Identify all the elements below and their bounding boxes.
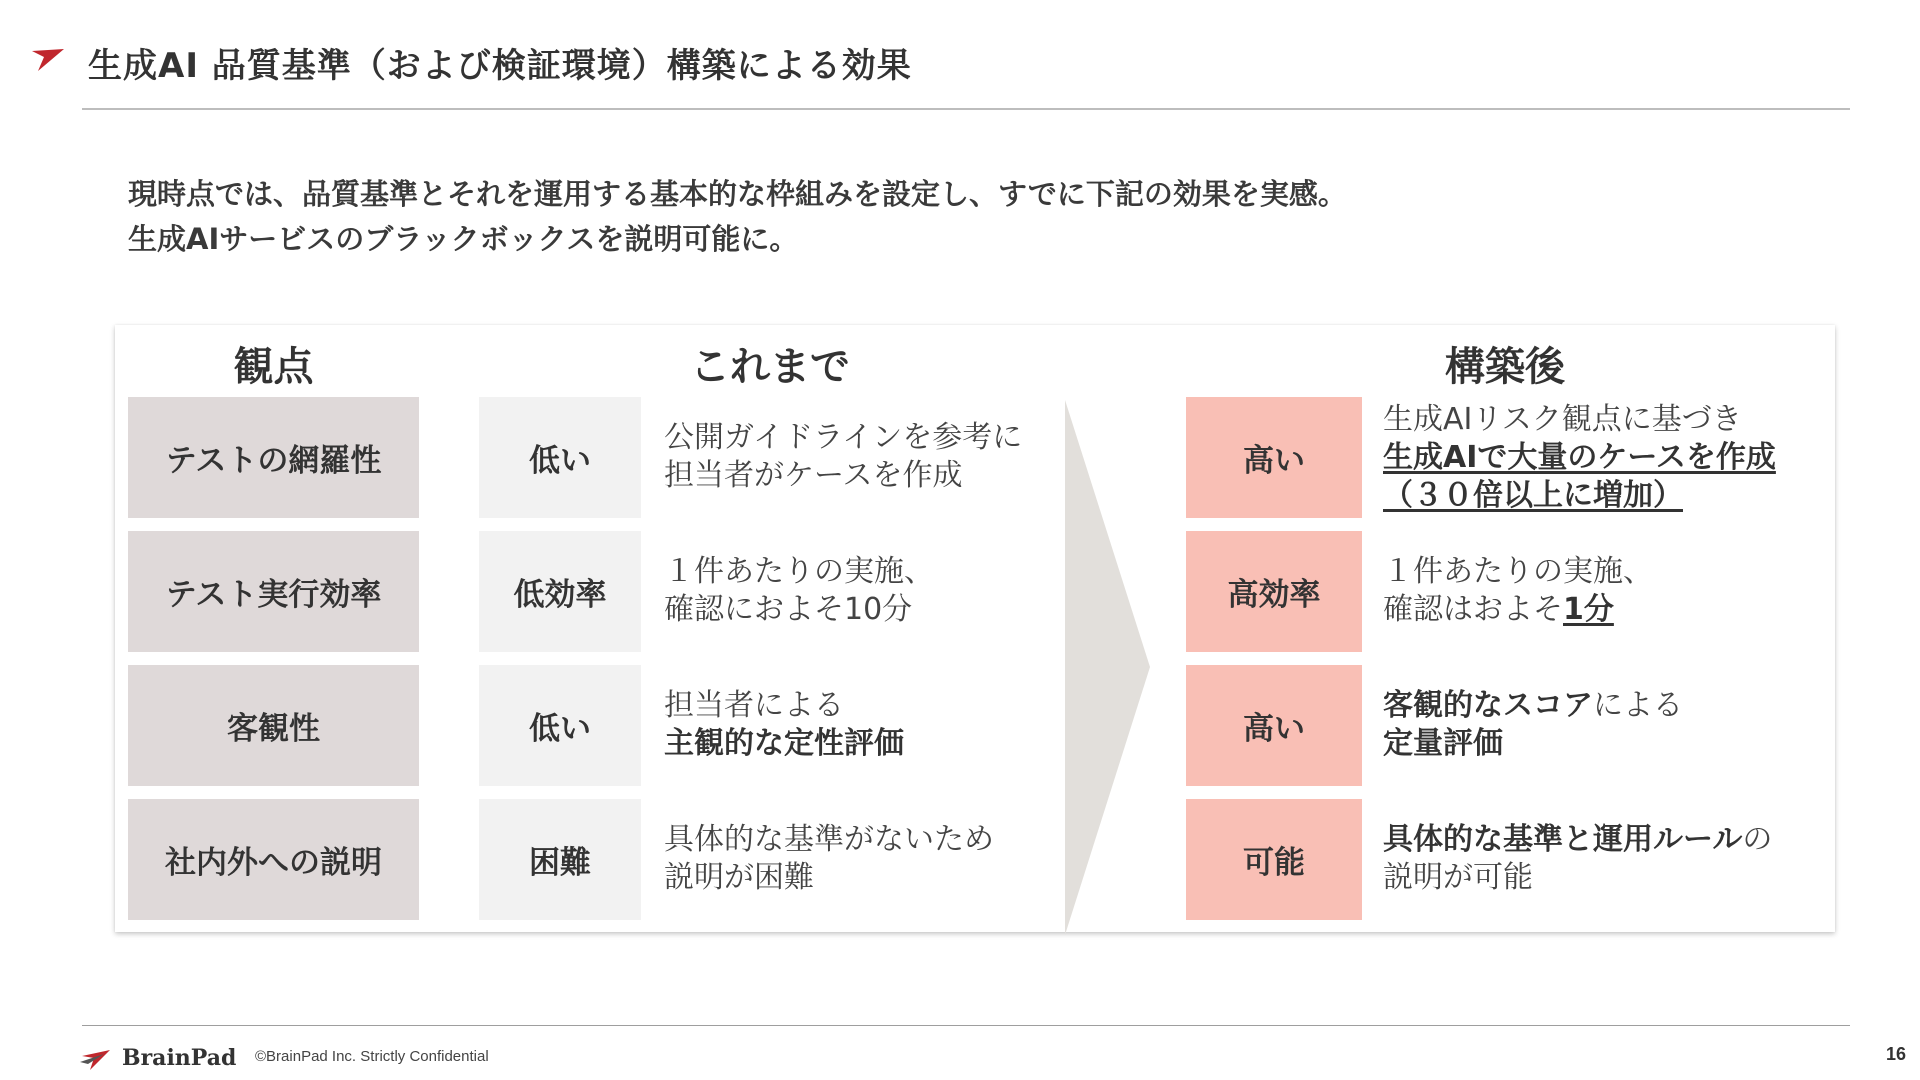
before-desc-value: 10分 (844, 592, 913, 627)
column-header-aspect: 観点 (233, 344, 314, 390)
after-desc-text: 確認はおよそ (1383, 592, 1563, 627)
after-desc-text: による (1593, 688, 1683, 723)
before-desc-line: 具体的な基準がないため (664, 822, 994, 857)
after-description (1383, 401, 1823, 515)
after-desc-emphasis: 具体的な基準と運用ルール (1383, 822, 1743, 857)
logo-text: BrainPad (122, 1045, 237, 1071)
after-description (1383, 687, 1823, 763)
intro-text (128, 172, 1347, 262)
intro-line-2: 生成AIサービスのブラックボックスを説明可能に。 (128, 222, 799, 256)
before-description (664, 687, 1064, 763)
before-desc-line: 担当者がケースを作成 (664, 458, 963, 493)
intro-line-1: 現時点では、品質基準とそれを運用する基本的な枠組みを設定し、すでに下記の効果を実感。 (128, 177, 1347, 211)
column-header-before: これまで (690, 344, 850, 390)
after-description (1383, 821, 1823, 897)
before-desc-emphasis: 主観的な定性評価 (664, 726, 904, 761)
before-description (664, 553, 1064, 629)
after-desc-line: １件あたりの実施、 (1383, 554, 1653, 589)
after-level-cell: 可能 (1186, 799, 1362, 920)
after-desc-highlight: 1分 (1563, 592, 1614, 627)
aspect-cell: テスト実行効率 (128, 531, 419, 652)
after-level-cell: 高い (1186, 665, 1362, 786)
before-level-cell: 低い (479, 665, 641, 786)
before-desc-line: 公開ガイドラインを参考に (664, 420, 1023, 455)
after-desc-text: の (1742, 822, 1773, 857)
aspect-cell: 客観性 (128, 665, 419, 786)
transition-arrow-icon (1065, 400, 1155, 935)
copyright-text: ©BrainPad Inc. Strictly Confidential (255, 1048, 489, 1065)
brainpad-logo (80, 1040, 240, 1072)
before-description (664, 419, 1064, 495)
before-level-cell: 低効率 (479, 531, 641, 652)
before-level-cell: 困難 (479, 799, 641, 920)
after-desc-line: 生成AIリスク観点に基づき (1383, 402, 1742, 437)
after-desc-emphasis: 定量評価 (1383, 726, 1503, 761)
aspect-cell: 社内外への説明 (128, 799, 419, 920)
footer-divider (82, 1025, 1850, 1026)
page-title: 生成AI 品質基準（および検証環境）構築による効果 (88, 46, 912, 86)
after-desc-highlight: 生成AIで大量のケースを作成 (1383, 440, 1776, 475)
title-divider (82, 108, 1850, 110)
before-desc-line: 担当者による (664, 688, 844, 723)
brand-mark-icon (30, 48, 66, 72)
after-desc-highlight: （３０倍以上に増加） (1383, 478, 1683, 513)
after-desc-emphasis: 客観的なスコア (1383, 688, 1593, 723)
before-desc-line: １件あたりの実施、 (664, 554, 934, 589)
after-desc-line: 説明が可能 (1383, 860, 1533, 895)
before-description (664, 821, 1064, 897)
aspect-cell: テストの網羅性 (128, 397, 419, 518)
after-description (1383, 553, 1823, 629)
before-desc-line: 説明が困難 (664, 860, 814, 895)
before-desc-text: 確認におよそ (664, 592, 844, 627)
after-level-cell: 高効率 (1186, 531, 1362, 652)
page-number: 16 (1885, 1044, 1906, 1064)
column-header-after: 構築後 (1445, 344, 1565, 390)
before-level-cell: 低い (479, 397, 641, 518)
after-level-cell: 高い (1186, 397, 1362, 518)
